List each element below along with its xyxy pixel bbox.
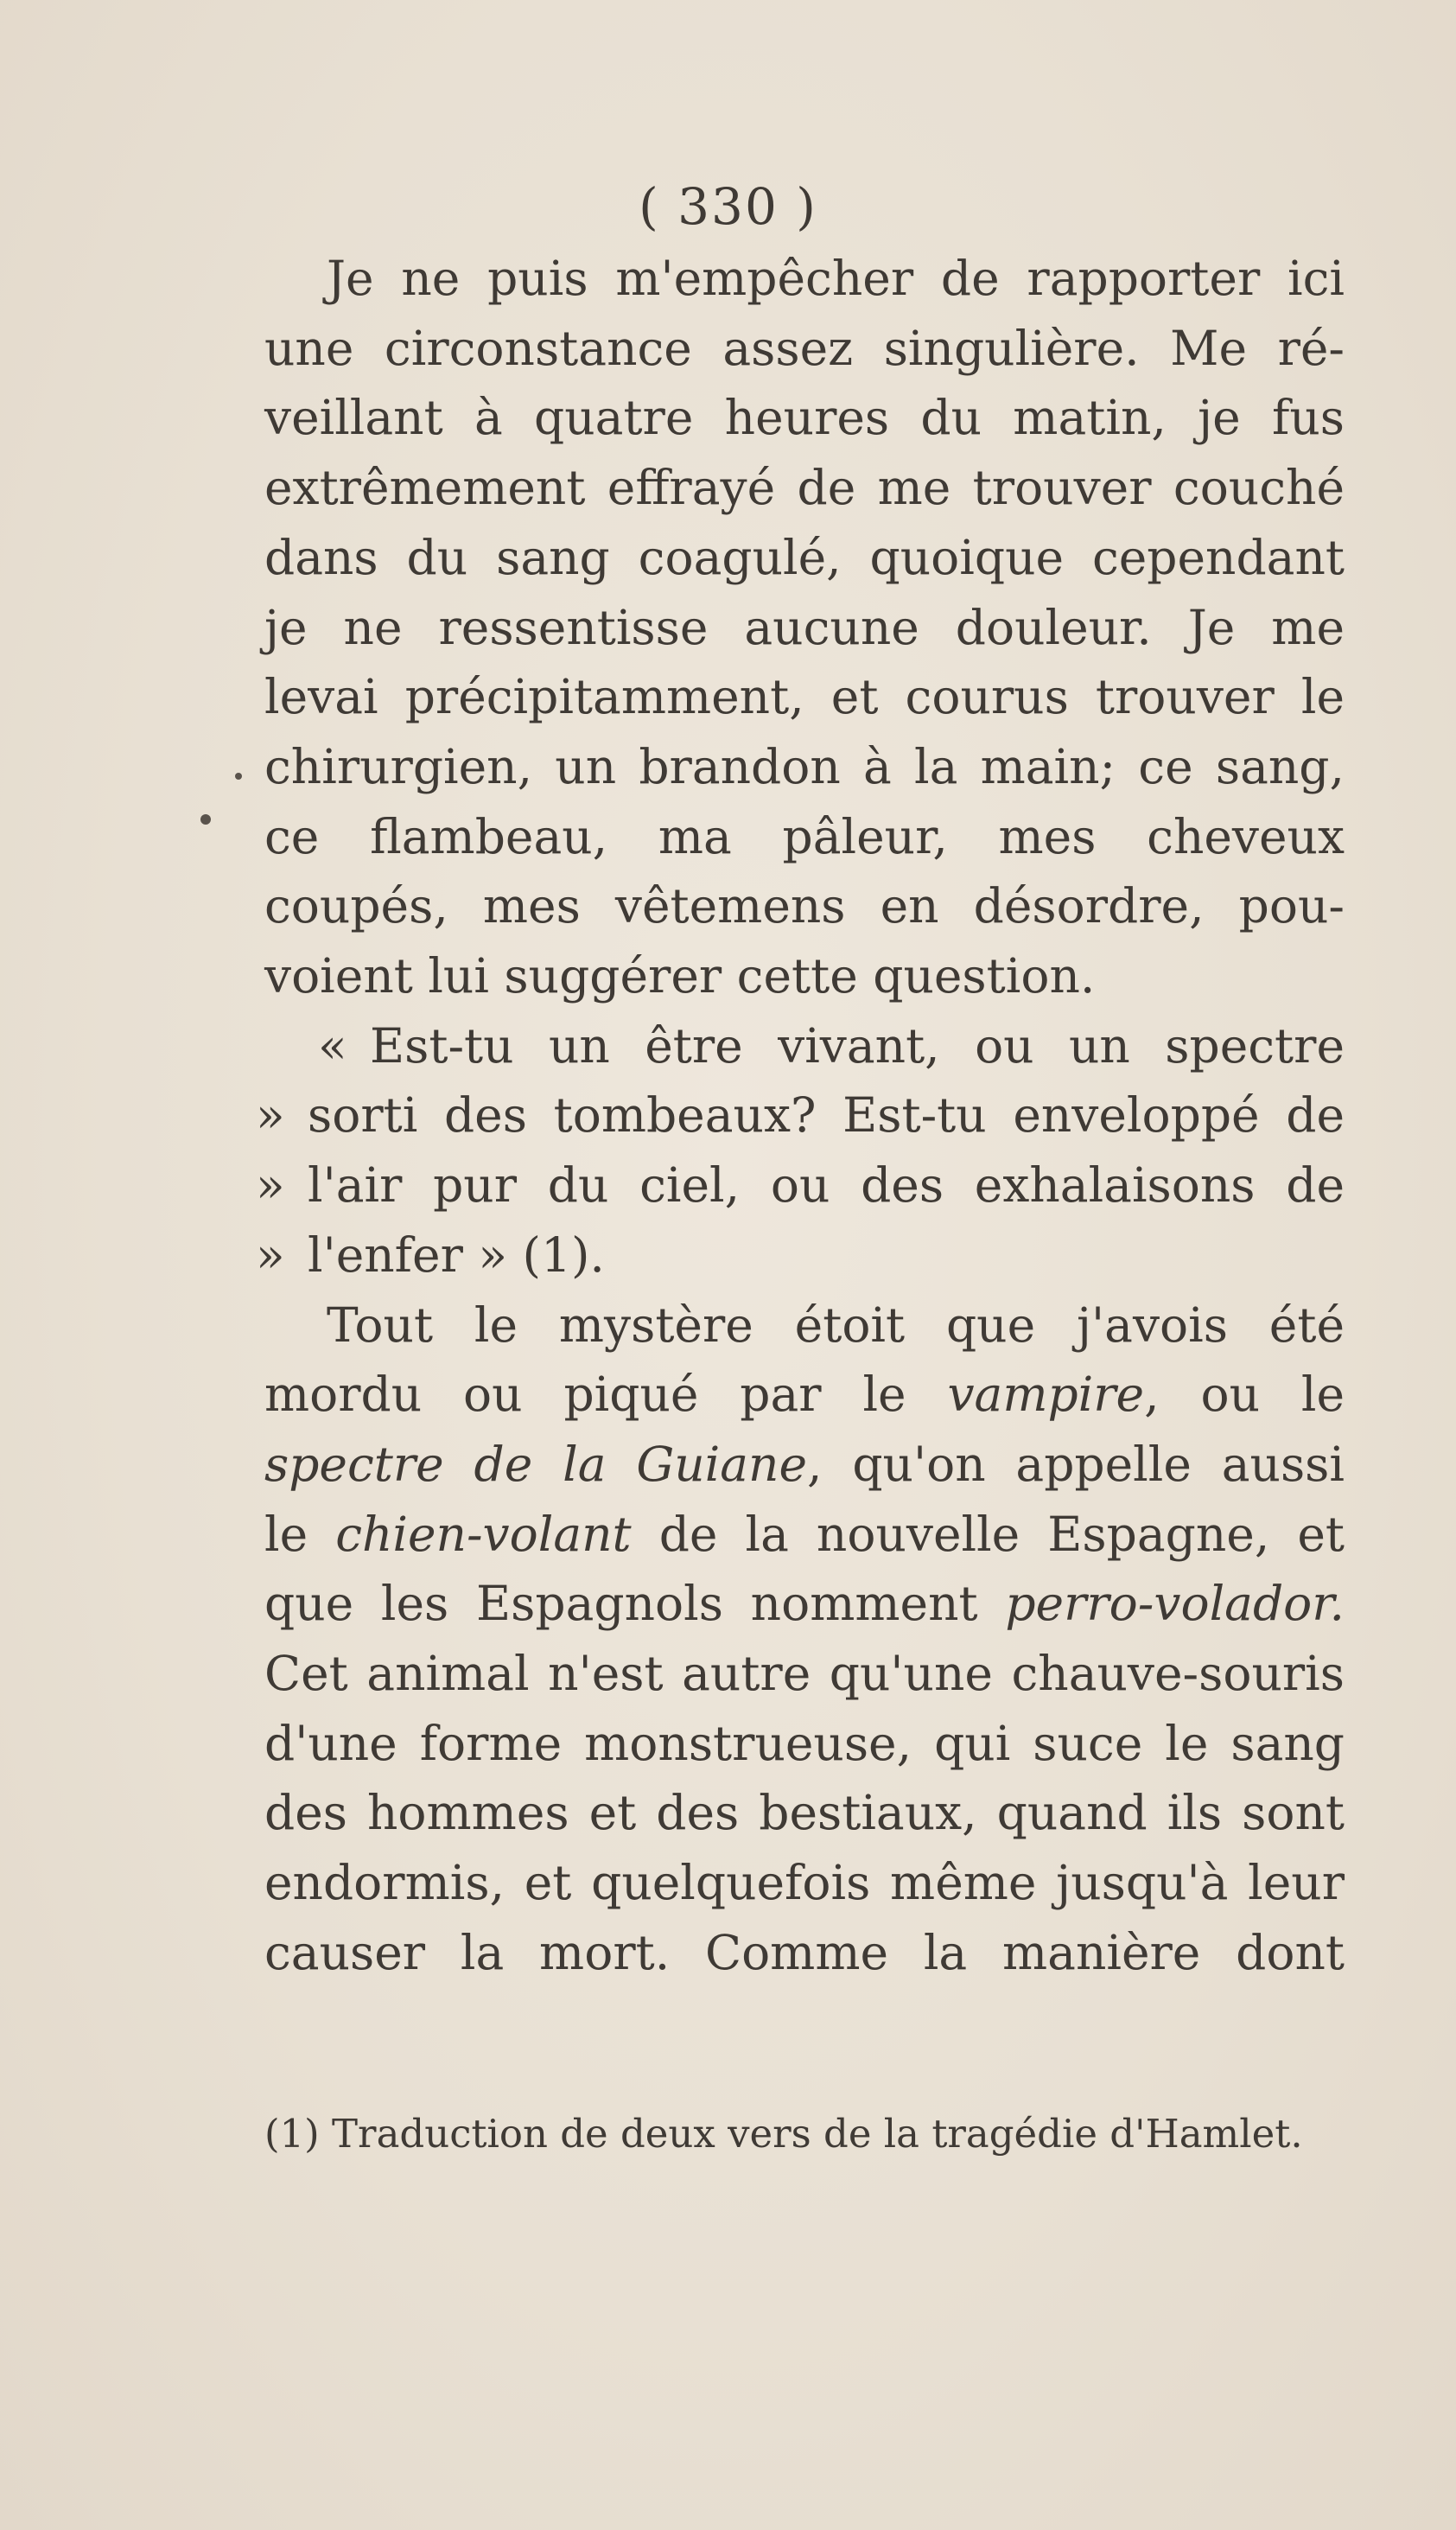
text-run: le bbox=[264, 1506, 336, 1562]
text-run: , qu'on appelle aussi bbox=[807, 1436, 1345, 1492]
margin-mark bbox=[200, 814, 211, 825]
quote-text: Est-tu un être vivant, ou un spectre bbox=[370, 1017, 1345, 1074]
text-line: d'une forme monstrueuse, qui suce le sang bbox=[264, 1715, 1345, 1771]
text-line: levai précipitamment, et courus trouver le bbox=[264, 669, 1345, 725]
text-line: Je ne puis m'empêcher de rapporter ici bbox=[327, 251, 1345, 306]
quote-mark: » bbox=[256, 1087, 285, 1144]
quote-text: sorti des tombeaux? Est-tu enveloppé de bbox=[308, 1087, 1345, 1144]
text-line: ce flambeau, ma pâleur, mes cheveux bbox=[264, 808, 1345, 864]
text-run: que les Espagnols nomment bbox=[264, 1576, 1006, 1632]
text-line: une circonstance assez singulière. Me ré- bbox=[264, 320, 1345, 376]
footnote: (1) Traduction de deux vers de la tragédie d'Hamlet. bbox=[264, 2111, 1303, 2157]
text-line bbox=[264, 1430, 1345, 1500]
quote-line bbox=[264, 1011, 1345, 1081]
quote-text: l'air pur du ciel, ou des exhalaisons de bbox=[308, 1157, 1345, 1214]
text-line: endormis, et quelquefois même jusqu'à leur bbox=[264, 1855, 1345, 1911]
text-run: de la nouvelle Espagne, et bbox=[631, 1506, 1345, 1562]
italic-term: perro-volador. bbox=[1005, 1576, 1345, 1632]
text-line: extrêmement effrayé de me trouver couché bbox=[264, 460, 1345, 516]
quote-mark: » bbox=[256, 1227, 285, 1283]
page-number: ( 330 ) bbox=[639, 177, 817, 236]
text-line: causer la mort. Comme la manière dont bbox=[264, 1924, 1345, 1980]
quote-line bbox=[256, 1080, 1345, 1150]
italic-term: vampire bbox=[947, 1367, 1145, 1423]
text-line: coupés, mes vêtemens en désordre, pou- bbox=[264, 878, 1345, 934]
text-line: dans du sang coagulé, quoique cependant bbox=[264, 529, 1345, 585]
quote-line bbox=[256, 1150, 1345, 1220]
text-run: mordu ou piqué par le bbox=[264, 1367, 948, 1423]
text-line: Tout le mystère étoit que j'avois été bbox=[327, 1297, 1345, 1353]
text-line bbox=[264, 1500, 1345, 1570]
text-line: des hommes et des bestiaux, quand ils sont bbox=[264, 1785, 1345, 1841]
quote-mark: » bbox=[256, 1157, 285, 1214]
italic-term: spectre de la Guiane bbox=[264, 1436, 808, 1492]
italic-term: chien-volant bbox=[335, 1506, 632, 1562]
text-line: chirurgien, un brandon à la main; ce sang, bbox=[264, 738, 1345, 794]
quote-mark: « bbox=[318, 1017, 347, 1074]
text-line bbox=[264, 1360, 1345, 1430]
text-line: Cet animal n'est autre qu'une chauve-souris bbox=[264, 1646, 1345, 1702]
text-line: voient lui suggérer cette question. bbox=[264, 948, 1096, 1004]
text-line bbox=[264, 1569, 1345, 1639]
text-line: veillant à quatre heures du matin, je fus bbox=[264, 390, 1345, 446]
text-run: , ou le bbox=[1144, 1367, 1345, 1423]
text-line: je ne ressentisse aucune douleur. Je me bbox=[264, 599, 1345, 655]
margin-mark bbox=[235, 773, 242, 780]
body-text bbox=[256, 244, 1345, 1988]
quote-line bbox=[256, 1220, 1345, 1290]
quote-text: l'enfer » (1). bbox=[308, 1227, 605, 1283]
